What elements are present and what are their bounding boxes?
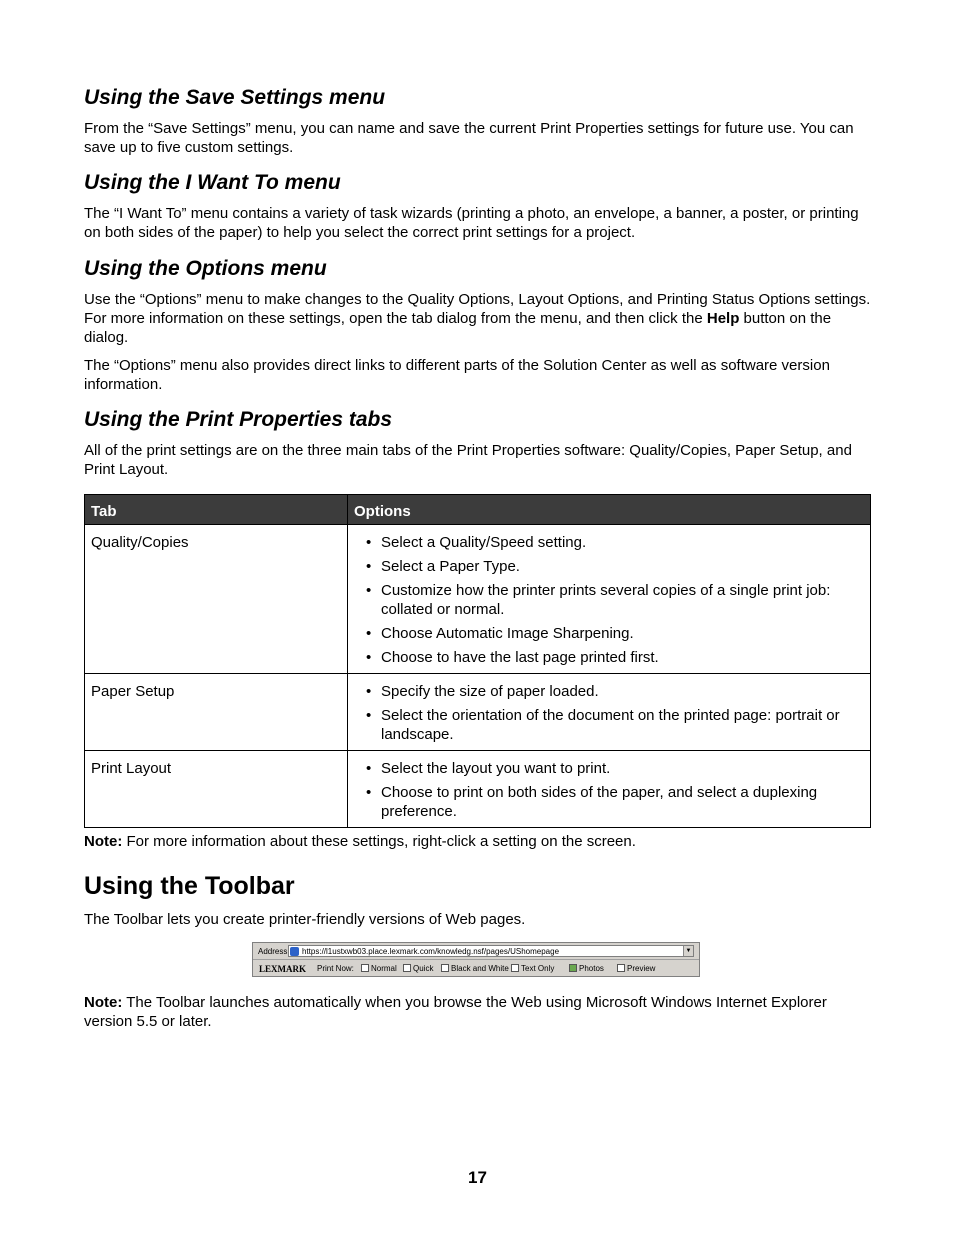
- address-url: https://l1ustxwb03.place.lexmark.com/knowledg.nsf/pages/UShomepage: [302, 947, 560, 956]
- help-bold-text: Help: [706, 310, 740, 327]
- black-and-white-button[interactable]: Black and White: [441, 964, 509, 973]
- toolbar-heading: Using the Toolbar: [84, 872, 295, 900]
- section-paragraph-save-settings: From the “Save Settings” menu, you can name and save the current Print Properties settings for future use. You can save up to five custom settings.: [84, 120, 854, 156]
- list-item: • Select a Paper Type.: [354, 557, 864, 576]
- table-cell-tab: Quality/Copies: [85, 525, 348, 674]
- table-row: [85, 751, 871, 828]
- table-header-row: [85, 495, 871, 525]
- list-item: • Customize how the printer prints several copies of a single print job: collated or normal.: [354, 581, 864, 619]
- section-paragraph-options-2: The “Options” menu also provides direct links to different parts of the Solution Center as well as software version information.: [84, 357, 830, 393]
- toolbar-paragraph: The Toolbar lets you create printer-friendly versions of Web pages.: [84, 911, 526, 928]
- table-cell-options: [348, 751, 871, 828]
- table-header-options: Options: [348, 495, 871, 525]
- address-input[interactable]: [288, 945, 694, 957]
- options-list: [354, 682, 864, 744]
- printer-icon: [441, 964, 449, 972]
- table-cell-options: [348, 674, 871, 751]
- table-cell-options: [348, 525, 871, 674]
- section-heading-print-properties-tabs: Using the Print Properties tabs: [84, 408, 393, 431]
- options-list: [354, 533, 864, 667]
- printer-icon: [361, 964, 369, 972]
- quick-button[interactable]: Quick: [403, 964, 433, 973]
- section-paragraph-i-want-to: The “I Want To” menu contains a variety of task wizards (printing a photo, an envelope, a banner, a poster, or printing on both sides of the paper) to help you select the correct print settings for a project.: [84, 205, 859, 241]
- print-properties-table: [84, 494, 871, 828]
- photos-button[interactable]: Photos: [569, 964, 604, 973]
- table-cell-tab: Print Layout: [85, 751, 348, 828]
- list-item: • Select the layout you want to print.: [354, 759, 864, 778]
- address-label: Address: [258, 947, 288, 956]
- note-text: For more information about these settings, right-click a setting on the screen.: [122, 833, 636, 850]
- table-row: [85, 674, 871, 751]
- note-label: Note:: [84, 994, 123, 1011]
- chevron-down-icon[interactable]: ▼: [683, 946, 693, 956]
- toolbar-screenshot: [252, 942, 700, 977]
- list-item: • Choose to have the last page printed first.: [354, 648, 864, 667]
- normal-button[interactable]: Normal: [361, 964, 397, 973]
- note-label: Note:: [84, 833, 123, 850]
- preview-button[interactable]: Preview: [617, 964, 655, 973]
- options-text-after: button on the dialog.: [84, 310, 832, 346]
- section-paragraph-print-properties-tabs: All of the print settings are on the three main tabs of the Print Properties software: Quality/Copies, Paper Setup, and Print Layout.: [84, 442, 852, 478]
- table-header-tab: Tab: [85, 495, 348, 525]
- section-heading-i-want-to: Using the I Want To menu: [84, 171, 341, 194]
- print-now-label: Print Now:: [317, 964, 354, 973]
- table-cell-tab: Paper Setup: [85, 674, 348, 751]
- preview-icon: [617, 964, 625, 972]
- list-item: • Choose Automatic Image Sharpening.: [354, 624, 864, 643]
- ie-page-icon: [290, 947, 299, 956]
- section-paragraph-options-1: [84, 290, 871, 347]
- note-settings: [84, 832, 636, 851]
- section-heading-options: Using the Options menu: [84, 257, 327, 280]
- photo-icon: [569, 964, 577, 972]
- section-heading-save-settings: Using the Save Settings menu: [84, 86, 386, 109]
- text-only-button[interactable]: Text Only: [511, 964, 554, 973]
- address-bar: [253, 943, 699, 960]
- options-list: [354, 759, 864, 821]
- list-item: • Select the orientation of the document on the printed page: portrait or landscape.: [354, 706, 864, 744]
- text-icon: [511, 964, 519, 972]
- note-text: The Toolbar launches automatically when you browse the Web using Microsoft Windows Internet Explorer version 5.5 or later.: [84, 994, 827, 1030]
- note-toolbar: [84, 993, 871, 1031]
- page-number: 17: [468, 1168, 487, 1187]
- lexmark-toolbar: [253, 960, 699, 976]
- table-row: [85, 525, 871, 674]
- lexmark-logo: LEXMARK: [259, 964, 306, 974]
- list-item: • Choose to print on both sides of the paper, and select a duplexing preference.: [354, 783, 864, 821]
- printer-icon: [403, 964, 411, 972]
- options-text-before: Use the “Options” menu to make changes to the Quality Options, Layout Options, and Printing Status Options settings. For more information on these settings, open the tab dialog from the menu, and then click the: [84, 291, 871, 327]
- list-item: • Specify the size of paper loaded.: [354, 682, 864, 701]
- list-item: • Select a Quality/Speed setting.: [354, 533, 864, 552]
